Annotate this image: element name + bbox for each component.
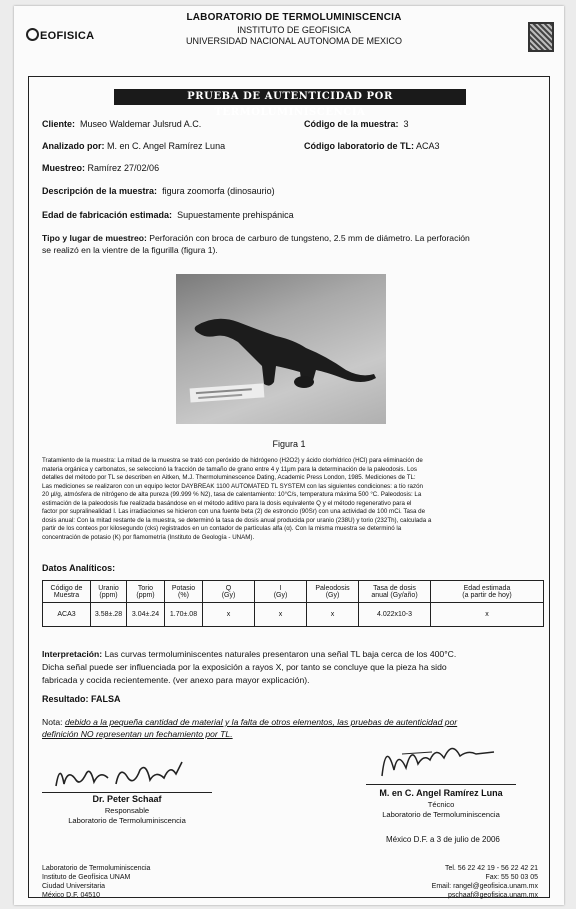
table-cell: 4.022x10-3 <box>359 603 431 627</box>
unam-seal-icon <box>528 22 554 52</box>
interpretacion-line-3: fabricada y cocida recientemente. (ver anexo para mayor explicación). <box>42 675 310 685</box>
right-signature-line <box>366 784 516 785</box>
right-role: Técnico <box>427 800 455 809</box>
nota-line-1 <box>42 717 457 728</box>
nota-text-1: debido a la pequeña cantidad de material y la falta de otros elementos, las pruebas de autenticidad por <box>64 717 458 727</box>
contact-line: Email: rangel@geofisica.unam.mx <box>431 883 538 890</box>
codigo-muestra-value: 3 <box>403 119 409 129</box>
tratamiento-line: concentración de potasio (K) por flamometría (Instituto de Geología - UNAM). <box>42 533 255 541</box>
cliente-label: Cliente: <box>42 119 76 129</box>
resultado-value: FALSA <box>91 694 121 704</box>
tipo-field-cont <box>42 245 218 256</box>
figure-caption: Figura 1 <box>272 439 306 449</box>
interpretacion-text-1: Las curvas termoluminiscentes naturales presentaron una señal TL baja cerca de los 400°C. <box>104 649 457 659</box>
header-titles <box>114 12 474 46</box>
descripcion-label: Descripción de la muestra: <box>42 186 158 196</box>
header-cell: Código de Muestra <box>43 581 91 603</box>
tratamiento-line: partir de los conteos por kilosegundo (cks) registrados en un contador de partículas alfa (α). Con la misma muestra se determinó la <box>42 525 402 532</box>
header-cell: Torio (ppm) <box>127 581 165 603</box>
analizado-value: M. en C. Angel Ramírez Luna <box>107 141 226 151</box>
table-cell: 3.04±.24 <box>127 603 165 627</box>
left-name: Dr. Peter Schaaf <box>92 794 162 804</box>
table-cell: x <box>307 603 359 627</box>
tipo-label: Tipo y lugar de muestreo: <box>42 233 147 243</box>
right-name: M. en C. Angel Ramírez Luna <box>379 788 503 798</box>
tratamiento-paragraph <box>42 457 538 542</box>
tratamiento-line: Tratamiento de la muestra: La mitad de la muestra se trató con peróxido de hidrógeno (H2O2) y ácido clorhídrico (HCl) para eliminación de <box>42 457 423 464</box>
header-cell: Tasa de dosis anual (Gy/año) <box>359 581 431 603</box>
issue-date: México D.F. a 3 de julio de 2006 <box>386 835 500 844</box>
institute-name: INSTITUTO DE GEOFISICA <box>237 25 351 35</box>
contact-line: pschaaf@geofisica.unam.mx <box>448 892 538 899</box>
right-handwritten-signature <box>372 730 502 782</box>
tratamiento-line: estimación de la paleodosis fue realizada basándose en el método aditivo para la dosis equivalente Q y el método regenerativo para el <box>42 499 412 507</box>
nota-line-2 <box>42 729 233 740</box>
report-title: PRUEBA DE AUTENTICIDAD POR TERMOLUMINISCENCIA <box>114 89 466 105</box>
document-page <box>14 6 564 905</box>
nota-text-2: definición NO representan un fechamiento por TL. <box>42 729 233 739</box>
left-handwritten-signature <box>50 756 200 794</box>
tratamiento-line: 20 μl/g, atmósfera de nitrógeno de alta pureza (99.999 % N2), tasa de calentamiento: 10°C/s, temperatura máxima 500 °C. Paleodosis: La <box>42 491 422 498</box>
interpretacion-line-2: Dicha señal puede ser influenciada por la exposición a rayos X, por tanto se concluye que la pieza ha sido <box>42 662 447 672</box>
interpretacion-line-1 <box>42 649 456 660</box>
codigo-lab-label: Código laboratorio de TL: <box>304 141 414 151</box>
analizado-label: Analizado por: <box>42 141 105 151</box>
tratamiento-line: Las mediciones se realizaron con un equipo lector DAYBREAK 1100 AUTOMATED TL SYSTEM con las siguientes condiciones: a tío razón <box>42 482 423 490</box>
resultado-field <box>42 694 121 705</box>
muestreo-value: Ramírez 27/02/06 <box>87 163 160 173</box>
header-cell: Q (Gy) <box>203 581 255 603</box>
tipo-field <box>42 233 470 244</box>
edad-field <box>42 210 294 221</box>
table-cell: x <box>203 603 255 627</box>
address-line: Laboratorio de Termoluminiscencia <box>42 865 151 872</box>
address-line: México D.F. 04510 <box>42 892 100 899</box>
footer-address <box>42 864 150 900</box>
edad-label: Edad de fabricación estimada: <box>42 210 173 220</box>
table-cell: x <box>255 603 307 627</box>
footer-contact <box>402 864 538 900</box>
header-cell: I (Gy) <box>255 581 307 603</box>
codigo-muestra-label: Código de la muestra: <box>304 119 399 129</box>
resultado-label: Resultado: <box>42 694 89 704</box>
codigo-lab-field <box>304 141 440 152</box>
datos-table <box>42 580 544 627</box>
cliente-value: Museo Waldemar Julsrud A.C. <box>80 119 202 129</box>
right-org: Laboratorio de Termoluminiscencia <box>382 810 500 819</box>
analizado-field <box>42 141 225 152</box>
header-cell: Paleodosis (Gy) <box>307 581 359 603</box>
interpretacion-label: Interpretación: <box>42 649 103 659</box>
header-cell: Edad estimada (a partir de hoy) <box>431 581 544 603</box>
descripcion-value: figura zoomorfa (dinosaurio) <box>162 186 275 196</box>
header-cell: Potasio (%) <box>165 581 203 603</box>
geofisica-logo <box>26 28 94 42</box>
header-cell: Uranio (ppm) <box>91 581 127 603</box>
tratamiento-line: factor por supralinealidad I. Las irradiaciones se hicieron con una fuente beta (2) de estroncio (90Sr) con una actividad de 100 mCi. Tasa de <box>42 508 426 515</box>
address-line: Ciudad Universitaria <box>42 883 106 890</box>
address-line: Instituto de Geofísica UNAM <box>42 874 131 881</box>
table-cell: 1.70±.08 <box>165 603 203 627</box>
contact-line: Tel. 56 22 42 19 - 56 22 42 21 <box>444 865 538 872</box>
tipo-value-2: se realizó en la vientre de la figurilla (figura 1). <box>42 245 218 255</box>
edad-value: Supuestamente prehispánica <box>177 210 294 220</box>
cliente-field <box>42 119 201 130</box>
logo-text: EOFISICA <box>40 30 95 42</box>
left-org: Laboratorio de Termoluminiscencia <box>68 816 186 825</box>
table-header-row <box>43 581 544 603</box>
figure-1-photo <box>176 274 386 424</box>
left-role: Responsable <box>104 806 150 815</box>
muestreo-field <box>42 163 159 174</box>
descripcion-field <box>42 186 275 197</box>
nota-label: Nota: <box>42 717 63 727</box>
datos-heading: Datos Analíticos: <box>42 563 116 573</box>
tipo-value-1: Perforación con broca de carburo de tungsteno, 2.5 mm de diámetro. La perforación <box>149 233 470 243</box>
table-cell: 3.58±.28 <box>91 603 127 627</box>
muestreo-label: Muestreo: <box>42 163 86 173</box>
left-signature-line <box>42 792 212 793</box>
dinosaur-figurine-image <box>176 274 386 424</box>
codigo-lab-value: ACA3 <box>416 141 440 151</box>
tratamiento-line: dosis anual: Con la mitad restante de la muestra, se determinó la tasa de dosis anual producida por uranio (238U) y torio (232Th), calculada a <box>42 516 432 524</box>
tratamiento-line: materia orgánica y carbonatos, se seleccionó la fracción de tamaño de grano entre 4 y 11μm para la determinación de la paleodosis. Los <box>42 465 417 473</box>
contact-line: Fax: 55 50 03 05 <box>485 874 538 881</box>
tratamiento-line: detalles del método por TL se describen en Aitken, M.J. Thermoluminescence Dating, Academic Press London, 1985. Mediciones de TL: <box>42 474 416 481</box>
table-cell: ACA3 <box>43 603 91 627</box>
university-name: UNIVERSIDAD NACIONAL AUTONOMA DE MEXICO <box>185 36 403 46</box>
g-logo-icon <box>26 28 39 41</box>
lab-name: LABORATORIO DE TERMOLUMINISCENCIA <box>186 12 402 23</box>
codigo-muestra-field <box>304 119 409 130</box>
table-row <box>43 603 544 627</box>
table-cell: x <box>431 603 544 627</box>
